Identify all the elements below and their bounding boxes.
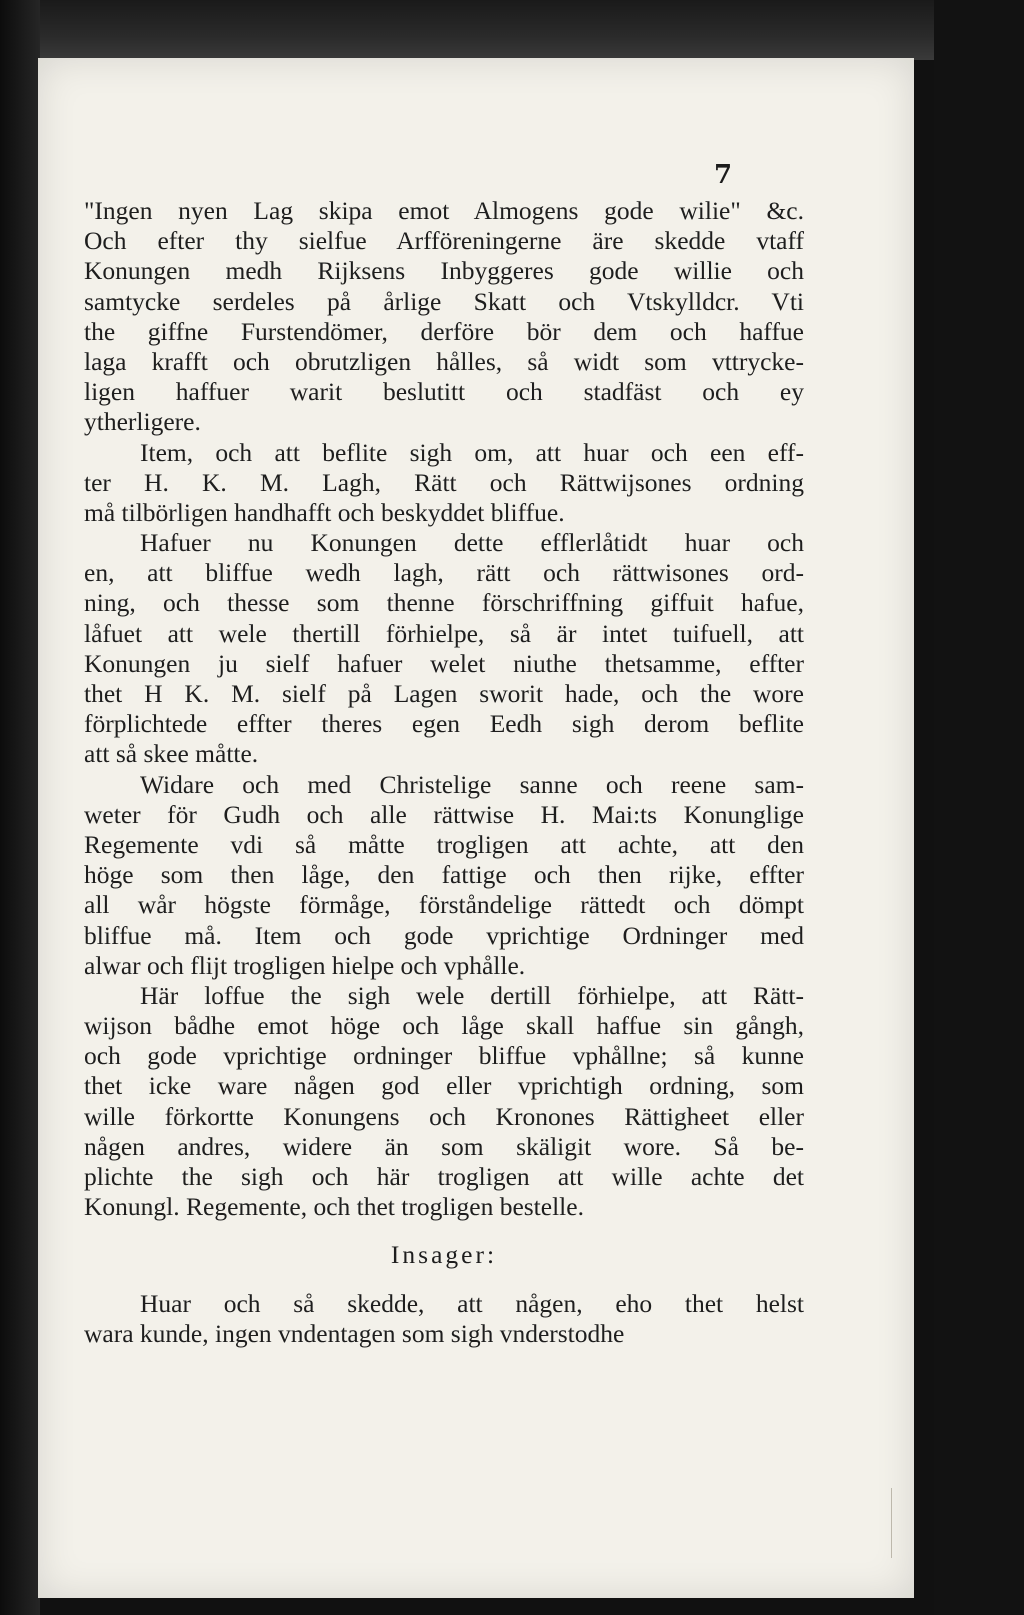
body-text: [84, 196, 804, 1349]
scan-top-border: [0, 0, 1024, 60]
text-line: thet icke ware någen god eller vprichtigh ordning, som: [84, 1071, 804, 1101]
paragraph-2: [84, 438, 804, 468]
text-line: en, att bliffue wedh lagh, rätt och rättwisones ord-: [84, 558, 804, 588]
scan-right-border: [934, 0, 1024, 1615]
text-line: wijson bådhe emot höge och låge skall haffue sin gångh,: [84, 1011, 804, 1041]
paragraph-2-cont: [84, 468, 804, 528]
text-line: att så skee måtte.: [84, 739, 259, 769]
page-number: 7: [714, 160, 733, 190]
text-line: weter för Gudh och alle rättwise H. Mai:ts Konunglige: [84, 799, 804, 829]
final-paragraph: [84, 1289, 804, 1319]
text-line: Och efter thy sielfue Arfföreningerne äre skedde vtaff: [84, 226, 804, 256]
paragraph-4: [84, 770, 804, 800]
text-line: bliffue må. Item och gode vprichtige Ordninger med: [84, 920, 804, 950]
page-fold-mark: [877, 1488, 892, 1558]
text-line: må tilbörligen handhafft och beskyddet bliffue.: [84, 497, 565, 527]
text-line: Här loffue the sigh wele dertill förhielpe, att Rätt-: [140, 980, 804, 1010]
text-line: alwar och flijt trogligen hielpe och vphålle.: [84, 950, 526, 980]
text-line: och gode vprichtige ordninger bliffue vphållne; så kunne: [84, 1041, 804, 1071]
text-line: Konungl. Regemente, och thet trogligen bestelle.: [84, 1192, 584, 1222]
paragraph-1: [84, 196, 804, 438]
text-line: Regemente vdi så måtte trogligen att achte, att den: [84, 829, 804, 859]
text-line: plichte the sigh och här trogligen att wille achte det: [84, 1162, 804, 1191]
text-line: låfuet att wele thertill förhielpe, så är intet tuifuell, att: [84, 618, 804, 648]
text-line: ytherligere.: [84, 407, 201, 437]
text-line: samtycke serdeles på årlige Skatt och Vtskylldcr. Vti: [84, 286, 804, 316]
text-line: höge som then låge, den fattige och then rijke, effter: [84, 860, 804, 890]
text-line: Hafuer nu Konungen dette efflerlåtidt huar och: [140, 528, 804, 558]
final-paragraph-cont: [84, 1319, 804, 1349]
text-line: wara kunde, ingen vndentagen som sigh vnderstodhe: [84, 1318, 625, 1348]
text-line: wille förkortte Konungens och Kronones Rättigheet eller: [84, 1101, 804, 1131]
paragraph-5-cont: [84, 1011, 804, 1222]
paragraph-5: [84, 981, 804, 1011]
document-page: [38, 58, 914, 1598]
text-line: ning, och thesse som thenne förschriffning giffuit hafue,: [84, 588, 804, 618]
text-line: Widare och med Christelige sanne och reene sam-: [140, 769, 804, 799]
text-line: ligen haffuer warit beslutitt och stadfäst och ey: [84, 377, 804, 407]
text-line: Item, och att beflite sigh om, att huar och een eff-: [140, 437, 804, 467]
scan-left-border: [0, 0, 40, 1615]
text-line: Konungen ju sielf hafuer welet niuthe thetsamme, effter: [84, 648, 804, 678]
text-line: "Ingen nyen Lag skipa emot Almogens gode wilie" &c.: [84, 196, 804, 225]
section-heading: Insager:: [390, 1240, 498, 1270]
text-line: the giffne Furstendömer, derföre bör dem och haffue: [84, 316, 804, 346]
text-line: laga krafft och obrutzligen hålles, så widt som vttrycke-: [84, 346, 804, 376]
paragraph-4-cont: [84, 800, 804, 981]
text-line: Huar och så skedde, att någen, eho thet helst: [140, 1288, 804, 1318]
paragraph-3: [84, 528, 804, 558]
text-line: ter H. K. M. Lagh, Rätt och Rättwijsones ordning: [84, 467, 804, 497]
text-line: thet H K. M. sielf på Lagen sworit hade, och the wore: [84, 679, 804, 708]
text-line: Konungen medh Rijksens Inbyggeres gode willie och: [84, 256, 804, 286]
text-line: förplichtede effter theres egen Eedh sigh derom beflite: [84, 709, 804, 739]
paragraph-3-cont: [84, 558, 804, 769]
text-line: all wår högste förmåge, förståndelige rättedt och dömpt: [84, 890, 804, 920]
text-line: någen andres, widere än som skäligit wore. Så be-: [84, 1131, 804, 1161]
